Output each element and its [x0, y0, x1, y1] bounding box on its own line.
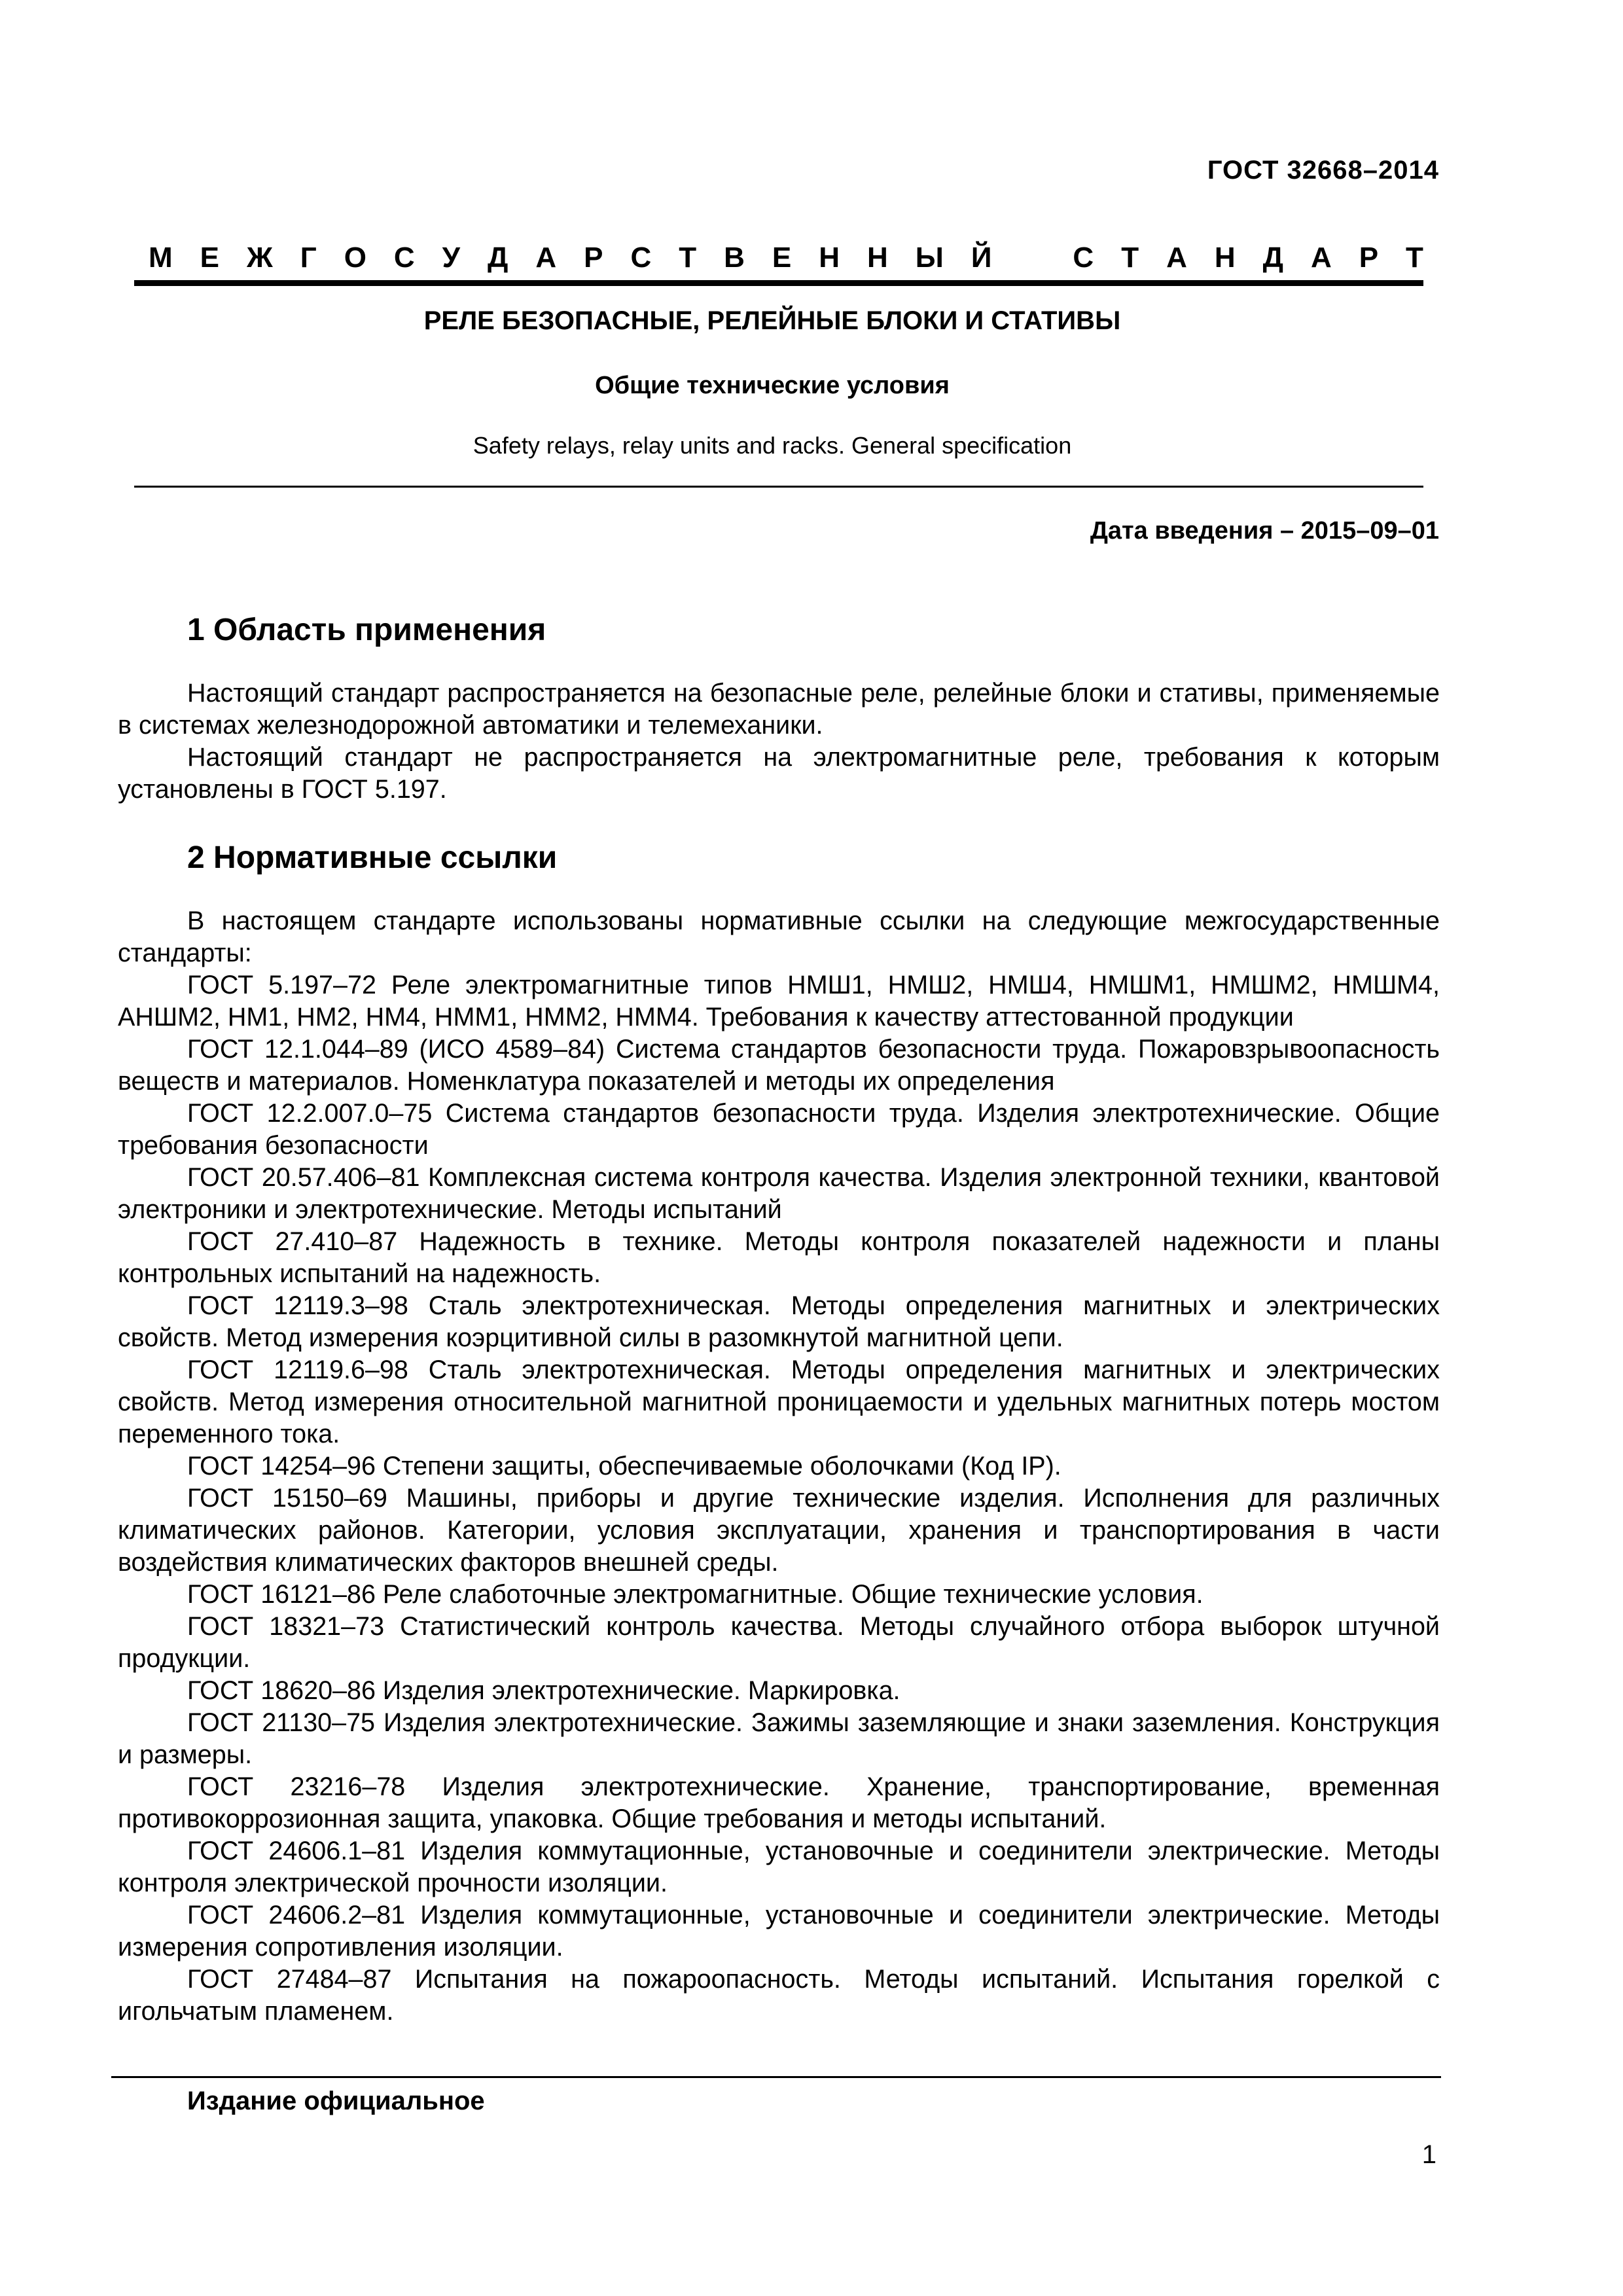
banner-letter: А	[535, 242, 557, 274]
banner-letter: У	[442, 242, 461, 274]
banner-letter: А	[1310, 242, 1332, 274]
reference-entry: ГОСТ 14254–96 Степени защиты, обеспечиваемые оболочками (Код IP).	[187, 1452, 1061, 1480]
banner-letter: О	[344, 242, 366, 274]
banner-letter: Т	[679, 242, 697, 274]
title-rule	[134, 486, 1423, 488]
banner-letter: Д	[1262, 242, 1283, 274]
reference-entry: ГОСТ 23216–78 Изделия электротехнические. Хранение, транспортирование, временная противокоррозионная защита, упаковка. Общие требования и методы испытаний.	[118, 1772, 1440, 1833]
section-heading-scope: 1 Область применения	[187, 613, 546, 647]
reference-entry: ГОСТ 27484–87 Испытания на пожароопасность. Методы испытаний. Испытания горелкой с игольчатым пламенем.	[118, 1965, 1440, 2026]
banner-letter: Ж	[246, 242, 273, 274]
reference-entry: ГОСТ 12.2.007.0–75 Система стандартов безопасности труда. Изделия электротехнические. Общие требования безопасности	[118, 1099, 1440, 1160]
banner-letter: Н	[1214, 242, 1236, 274]
reference-entry: ГОСТ 27.410–87 Надежность в технике. Методы контроля показателей надежности и планы контрольных испытаний на надежность.	[118, 1227, 1440, 1288]
banner-gap	[1019, 242, 1045, 274]
paragraph: Настоящий стандарт не распространяется на электромагнитные реле, требования к которым установлены в ГОСТ 5.197.	[118, 743, 1440, 804]
introduction-date: Дата введения – 2015–09–01	[1090, 517, 1439, 545]
section-body-scope	[118, 677, 1440, 806]
banner-letter: Е	[772, 242, 792, 274]
banner-letter: Д	[488, 242, 508, 274]
banner-letter: В	[724, 242, 745, 274]
banner-letter: Г	[300, 242, 317, 274]
banner-letter: С	[630, 242, 652, 274]
section-body-normative-references	[118, 905, 1440, 2028]
section-heading-normative-references: 2 Нормативные ссылки	[187, 840, 558, 875]
interstate-standard-banner	[149, 242, 1423, 274]
banner-letter: Ы	[915, 242, 944, 274]
banner-letter: Т	[1406, 242, 1423, 274]
header-rule	[134, 280, 1423, 286]
document-title-english: Safety relays, relay units and racks. General specification	[473, 432, 1072, 459]
reference-entry: ГОСТ 18620–86 Изделия электротехнические. Маркировка.	[187, 1676, 901, 1705]
reference-entry: ГОСТ 12119.6–98 Сталь электротехническая. Методы определения магнитных и электрических свойств. Метод измерения относительной магнитной проницаемости и удельных магнитных потерь мостом переменного тока.	[118, 1355, 1440, 1448]
banner-letter: Й	[971, 242, 992, 274]
reference-entry: ГОСТ 16121–86 Реле слаботочные электромагнитные. Общие технические условия.	[187, 1580, 1204, 1609]
banner-letter: С	[393, 242, 415, 274]
footer-rule	[111, 2076, 1441, 2078]
document-title: РЕЛЕ БЕЗОПАСНЫЕ, РЕЛЕЙНЫЕ БЛОКИ И СТАТИВЫ	[423, 306, 1121, 335]
reference-entry: ГОСТ 24606.2–81 Изделия коммутационные, установочные и соединители электрические. Методы измерения сопротивления изоляции.	[118, 1901, 1440, 1962]
banner-letter: Н	[867, 242, 888, 274]
reference-entry: ГОСТ 5.197–72 Реле электромагнитные типов НМШ1, НМШ2, НМШ4, НМШМ1, НМШМ2, НМШМ4, АНШМ2, НМ1, НМ2, НМ4, НММ1, НММ2, НММ4. Требования к качеству аттестованной продукции	[118, 971, 1440, 1031]
reference-entry: ГОСТ 24606.1–81 Изделия коммутационные, установочные и соединители электрические. Методы контроля электрической прочности изоляции.	[118, 1837, 1440, 1897]
banner-letter: Е	[200, 242, 219, 274]
reference-entry: ГОСТ 12119.3–98 Сталь электротехническая. Методы определения магнитных и электрических свойств. Метод измерения коэрцитивной силы в разомкнутой магнитной цепи.	[118, 1291, 1440, 1352]
document-number: ГОСТ 32668–2014	[1207, 156, 1439, 185]
banner-letter: Т	[1121, 242, 1139, 274]
banner-letter: М	[149, 242, 173, 274]
reference-entry: ГОСТ 21130–75 Изделия электротехнические. Зажимы заземляющие и знаки заземления. Конструкция и размеры.	[118, 1708, 1440, 1769]
page-number: 1	[1421, 2140, 1436, 2169]
banner-letter: Р	[1359, 242, 1379, 274]
paragraph: В настоящем стандарте использованы нормативные ссылки на следующие межгосударственные стандарты:	[118, 906, 1440, 967]
banner-letter: С	[1073, 242, 1094, 274]
document-subtitle: Общие технические условия	[595, 372, 950, 399]
reference-entry: ГОСТ 15150–69 Машины, приборы и другие технические изделия. Исполнения для различных климатических районов. Категории, условия эксплуатации, хранения и транспортирования в части воздействия климатических факторов внешней среды.	[118, 1484, 1440, 1577]
official-edition-label: Издание официальное	[187, 2087, 485, 2115]
paragraph: Настоящий стандарт распространяется на безопасные реле, релейные блоки и стативы, применяемые в системах железнодорожной автоматики и телемеханики.	[118, 679, 1440, 740]
reference-entry: ГОСТ 20.57.406–81 Комплексная система контроля качества. Изделия электронной техники, квантовой электроники и электротехнические. Методы испытаний	[118, 1163, 1440, 1224]
reference-entry: ГОСТ 12.1.044–89 (ИСО 4589–84) Система стандартов безопасности труда. Пожаровзрывоопасность веществ и материалов. Номенклатура показателей и методы их определения	[118, 1035, 1440, 1096]
banner-letter: Н	[819, 242, 840, 274]
reference-entry: ГОСТ 18321–73 Статистический контроль качества. Методы случайного отбора выборок штучной продукции.	[118, 1612, 1440, 1673]
banner-letter: А	[1166, 242, 1187, 274]
banner-letter: Р	[584, 242, 603, 274]
